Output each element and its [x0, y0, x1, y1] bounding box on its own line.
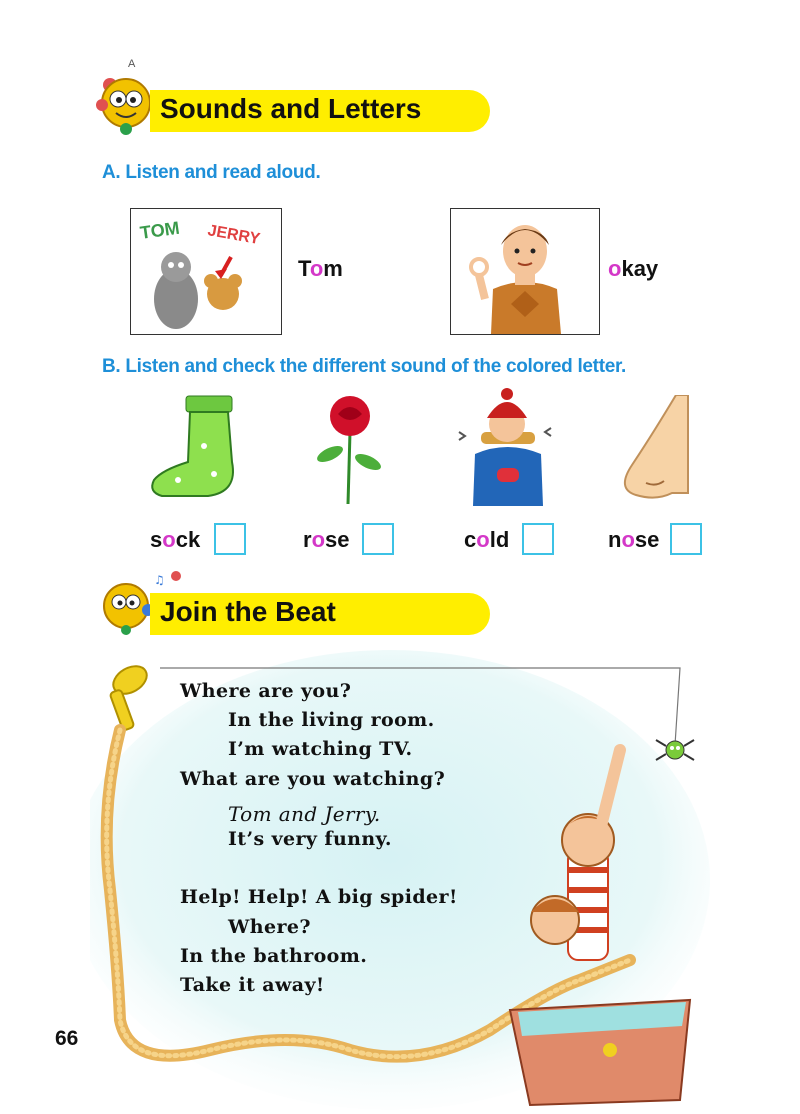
word-part: kay — [621, 256, 659, 281]
checkbox-rose[interactable] — [362, 523, 394, 555]
rhyme-line: In the bathroom. — [180, 945, 368, 967]
part-a-instruction: A. Listen and read aloud. — [102, 162, 321, 183]
word-part: T — [298, 256, 310, 281]
okay-boy-picture — [450, 208, 600, 335]
part-b-instruction: B. Listen and check the different sound of the colored letter. — [102, 356, 627, 377]
rhyme-line: Where? — [228, 916, 311, 938]
word-okay — [608, 256, 658, 282]
word-part: se — [634, 527, 660, 552]
svg-text:A: A — [128, 58, 136, 70]
checkbox-cold[interactable] — [522, 523, 554, 555]
rhyme-line: What are you watching? — [180, 768, 446, 790]
checkbox-nose[interactable] — [670, 523, 702, 555]
sock-icon — [148, 392, 248, 507]
highlight-letter: o — [311, 527, 326, 552]
word-tom — [298, 256, 343, 282]
section-banner-sounds — [150, 90, 490, 132]
word-rose — [303, 527, 350, 553]
rhyme-line: Tom and Jerry. — [228, 802, 381, 826]
checkbox-sock[interactable] — [214, 523, 246, 555]
shower-head-icon — [108, 661, 151, 731]
bathtub-icon — [510, 1000, 690, 1105]
word-part: ck — [175, 527, 201, 552]
highlight-letter: o — [621, 527, 635, 552]
tom-jerry-picture — [130, 208, 282, 335]
spider-icon — [656, 740, 694, 760]
word-sock — [150, 527, 200, 553]
logo-left: TOM — [138, 217, 181, 243]
section-banner-beat — [150, 593, 490, 635]
rhyme-line: Help! Help! A big spider! — [180, 886, 458, 908]
word-part: r — [303, 527, 312, 552]
word-part: ld — [489, 527, 510, 552]
section-title: Sounds and Letters — [160, 93, 422, 124]
word-nose — [608, 527, 659, 553]
rhyme-line: I’m watching TV. — [228, 738, 413, 760]
word-part: s — [150, 527, 163, 552]
word-cold — [464, 527, 509, 553]
rhyme-line: Take it away! — [180, 974, 325, 996]
section-title: Join the Beat — [160, 596, 336, 627]
page-number: 66 — [55, 1027, 79, 1050]
highlight-letter: o — [608, 256, 622, 281]
highlight-letter: o — [476, 527, 490, 552]
nose-icon — [612, 395, 692, 505]
cold-boy-icon — [455, 388, 560, 506]
word-part: se — [325, 527, 350, 552]
svg-text:♫: ♫ — [154, 573, 165, 587]
logo-right: JERRY — [206, 222, 262, 249]
rhyme-line: Where are you? — [180, 680, 352, 702]
highlight-letter: o — [162, 527, 176, 552]
word-part: n — [608, 527, 622, 552]
word-part: m — [323, 256, 343, 281]
highlight-letter: o — [309, 256, 324, 281]
rose-icon — [310, 392, 390, 507]
word-part: c — [464, 527, 477, 552]
rhyme-line: In the living room. — [228, 709, 435, 731]
rhyme-line: It’s very funny. — [228, 828, 392, 850]
